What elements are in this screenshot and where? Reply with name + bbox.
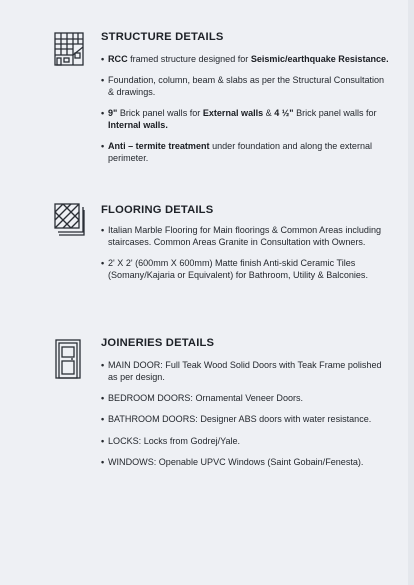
structure-item-text: under foundation and along the external perimeter. <box>108 141 373 163</box>
structure-item-text: Internal walls. <box>108 119 168 130</box>
structure-item-text: Seismic/earthquake Resistance. <box>250 54 389 64</box>
joineries-item-text: MAIN DOOR: Full Teak Wood Solid Doors with Teak Frame polished as per design. <box>108 360 382 382</box>
flooring-item-text: 2' X 2' (600mm X 600mm) Matte finish Anti-skid Ceramic Tiles (Somany/Kajaria or Equivalent) for Bathroom, Utility & Balconies. <box>108 257 368 280</box>
structure-item-text: Brick panel walls for <box>293 108 377 119</box>
structure-item-text: & <box>263 108 275 119</box>
joineries-item-text: BEDROOM DOORS: Ornamental Veneer Doors. <box>108 392 304 403</box>
door-icon <box>54 338 82 380</box>
joineries-item-text: BATHROOM DOORS: Designer ABS doors with water resistance. <box>108 414 372 425</box>
flooring-list-item <box>101 258 391 281</box>
flooring-item-text: Italian Marble Flooring for Main floorings & Common Areas including staircases. Common Areas Granite in Consultation with Owners. <box>108 225 382 247</box>
joineries-list-item <box>101 414 391 426</box>
structure-item-text: 4 ½" <box>274 108 294 119</box>
structure-list-item <box>101 75 391 98</box>
building-grid-icon <box>53 31 85 67</box>
floor-tiles-icon <box>53 202 85 238</box>
structure-item-text: Brick panel walls for <box>117 108 203 119</box>
joineries-list-item <box>101 436 391 448</box>
structure-list <box>101 54 391 174</box>
joineries-title: JOINERIES DETAILS <box>101 337 215 349</box>
joineries-item-text: LOCKS: Locks from Godrej/Yale. <box>108 435 241 446</box>
page-edge <box>408 0 414 585</box>
flooring-title: FLOORING DETAILS <box>101 204 214 216</box>
structure-list-item <box>101 54 391 66</box>
structure-item-text: Anti – termite treatment <box>108 141 210 152</box>
joineries-list-item <box>101 360 391 383</box>
joineries-list-item <box>101 457 391 469</box>
flooring-list-item <box>101 225 391 248</box>
structure-item-text: framed structure designed for <box>127 54 251 64</box>
structure-item-text: External walls <box>202 108 264 119</box>
joineries-list-item <box>101 393 391 405</box>
structure-list-item <box>101 141 391 164</box>
flooring-list <box>101 225 391 291</box>
structure-item-text: Foundation, column, beam & slabs as per the Structural Consultation & drawings. <box>108 75 385 97</box>
structure-item-text: RCC <box>108 54 128 64</box>
joineries-item-text: WINDOWS: Openable UPVC Windows (Saint Gobain/Fenesta). <box>108 457 364 468</box>
structure-list-item <box>101 108 391 131</box>
joineries-list <box>101 360 391 479</box>
structure-item-text: 9" <box>108 108 118 119</box>
structure-title: STRUCTURE DETAILS <box>101 31 224 43</box>
